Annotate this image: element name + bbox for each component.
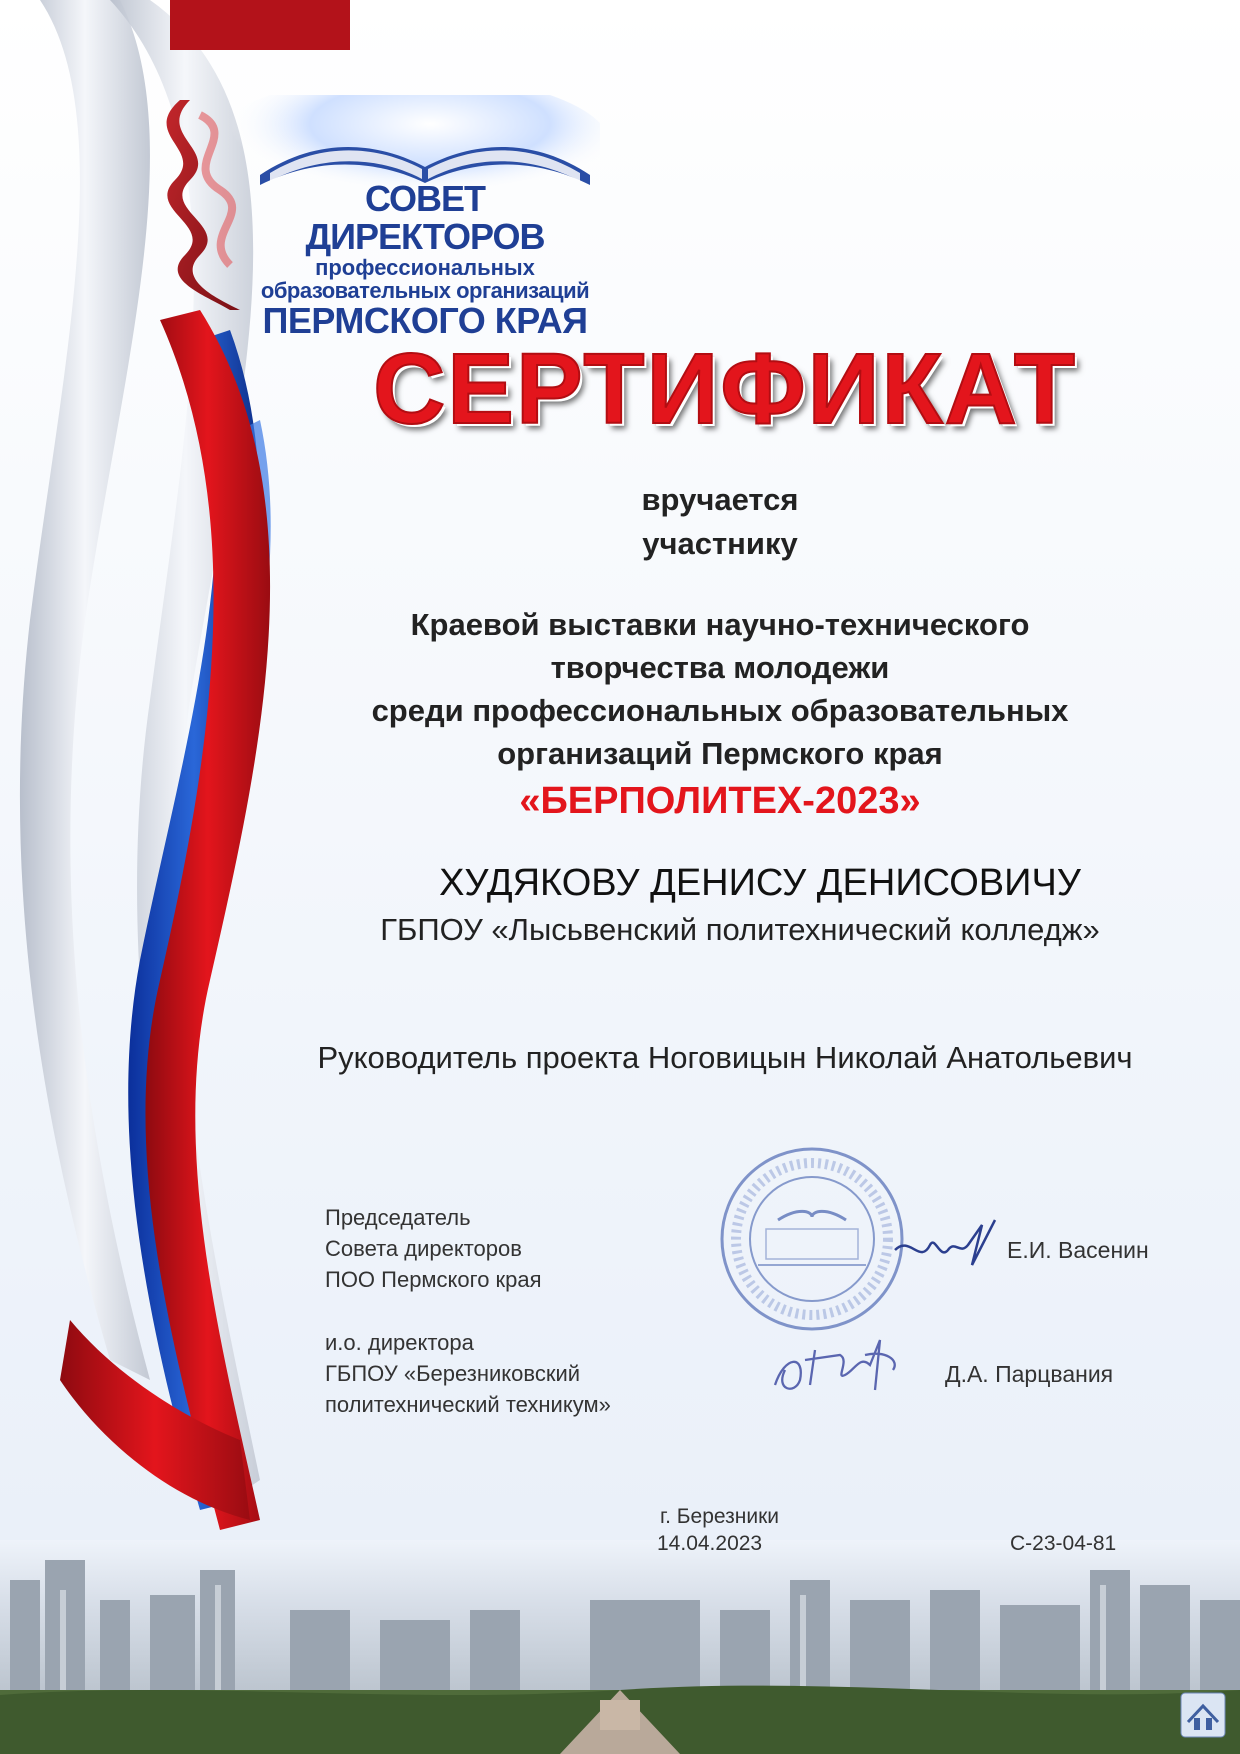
logo-line-2: профессиональных	[315, 254, 535, 280]
signatory-2-title-line-3: политехнический техникум»	[325, 1392, 611, 1417]
signatory-2-title-line-2: ГБПОУ «Березниковский	[325, 1361, 581, 1386]
event-description	[300, 603, 1140, 775]
awarded-line-1: вручается	[641, 482, 799, 517]
certificate-number: С-23-04-81	[1010, 1532, 1117, 1555]
awarded-line-2: участнику	[642, 526, 798, 561]
signatory-2-title	[325, 1327, 611, 1420]
signatory-1-title-line-1: Председатель	[325, 1205, 471, 1230]
signatory-1-title	[325, 1202, 542, 1295]
certificate-title: СЕРТИФИКАТ	[373, 333, 1077, 445]
event-line-1: Краевой выставки научно-технического	[410, 607, 1030, 642]
event-line-3: среди профессиональных образовательных	[371, 693, 1069, 728]
logo-line-4: ПЕРМСКОГО КРАЯ	[262, 299, 588, 341]
signature-icon	[890, 1215, 1010, 1275]
recipient-name: ХУДЯКОВУ ДЕНИСУ ДЕНИСОВИЧУ	[439, 862, 1081, 904]
stamp-seal-icon	[718, 1145, 906, 1333]
signatory-1-name: Е.И. Васенин	[1007, 1237, 1149, 1263]
logo-line-3: образовательных организаций	[260, 277, 590, 303]
logo-line-1: СОВЕТ ДИРЕКТОРОВ	[305, 178, 545, 257]
signature-icon	[765, 1325, 915, 1405]
footer-place-date	[657, 1503, 779, 1557]
footer-place: г. Березники	[660, 1505, 779, 1528]
awarded-text	[560, 478, 880, 566]
recipient-organization: ГБПОУ «Лысьвенский политехнический колледж»	[380, 912, 1100, 947]
logo-text	[255, 180, 595, 340]
corner-logo-icon	[1180, 1692, 1226, 1738]
footer-date: 14.04.2023	[657, 1532, 763, 1555]
signatory-1-title-line-3: ПОО Пермского края	[325, 1267, 542, 1292]
project-leader: Руководитель проекта Ноговицын Николай Анатольевич	[317, 1040, 1133, 1075]
city-panorama-image	[0, 1540, 1240, 1754]
signatory-1-title-line-2: Совета директоров	[325, 1236, 522, 1261]
event-line-4: организаций Пермского края	[497, 736, 943, 771]
signatory-2-title-line-1: и.о. директора	[325, 1330, 474, 1355]
event-line-2: творчества молодежи	[550, 650, 890, 685]
event-name: «БЕРПОЛИТЕХ-2023»	[519, 780, 921, 822]
signatory-2-name: Д.А. Парцвания	[945, 1361, 1114, 1387]
